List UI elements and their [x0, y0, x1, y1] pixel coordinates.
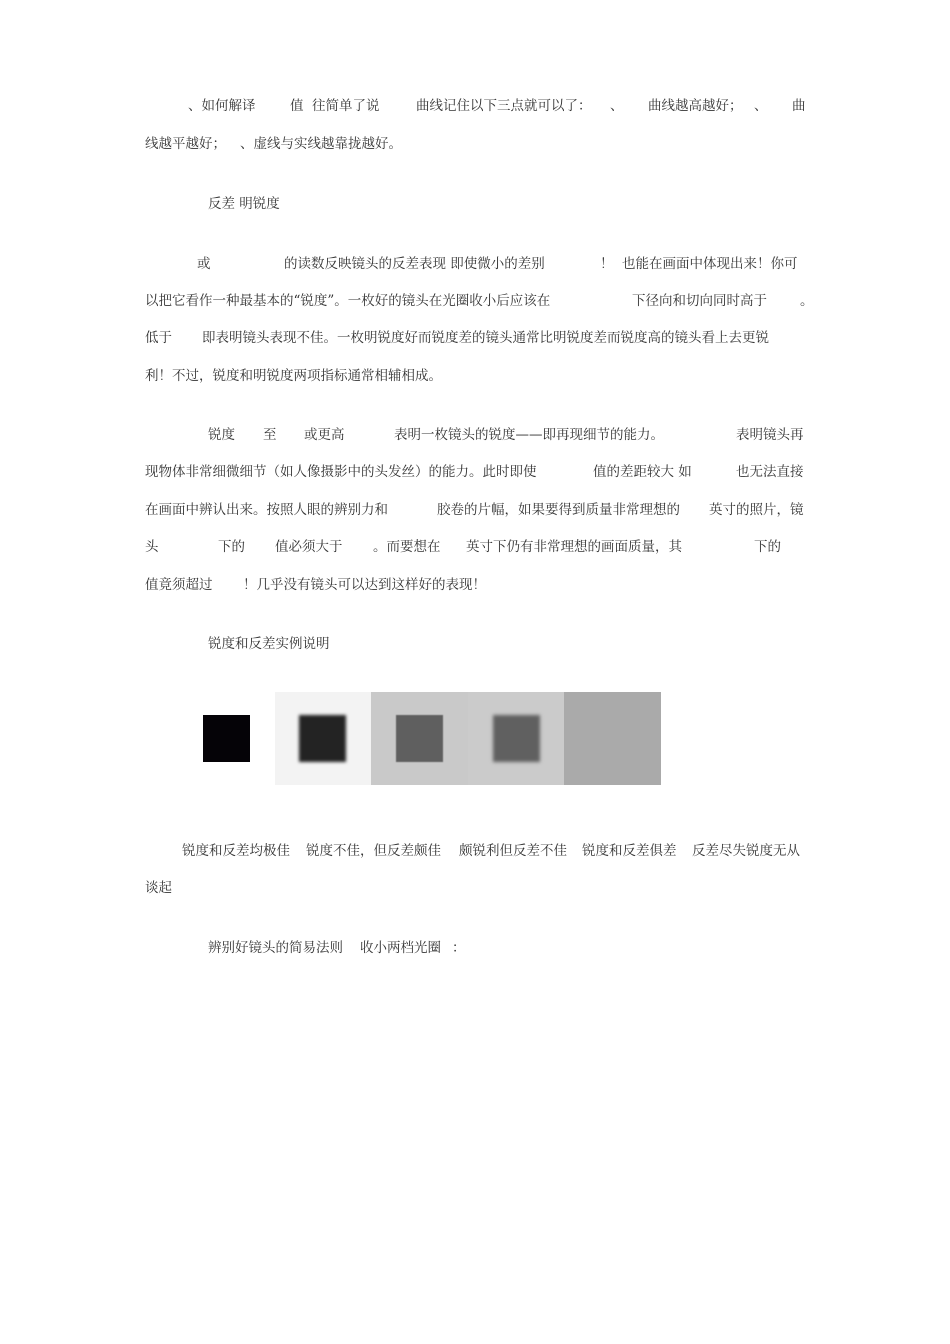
caption-segment: 锐度不佳，但反差颇佳 — [306, 843, 441, 859]
para1-line1 — [0, 96, 950, 116]
text-segment: 曲线越高越好； — [648, 98, 743, 114]
text-segment: ！几乎没有镜头可以达到这样好的表现！ — [243, 577, 486, 593]
text-segment: 以把它看作一种最基本的“锐度”。一枚好的镜头在光圈收小后应该在 — [145, 293, 551, 309]
text-segment: 即表明镜头表现不佳。一枚明锐度好而锐度差的镜头通常比明锐度差而锐度高的镜头看上去更锐 — [202, 330, 769, 346]
section-heading-examples — [0, 634, 950, 654]
text-segment: 或更高 — [304, 427, 345, 443]
text-segment: 英寸下仍有非常理想的画面质量，其 — [466, 539, 682, 555]
text-segment: 的读数反映镜头的反差表现 即使微小的差别 — [284, 256, 545, 272]
text-segment: 也无法直接 — [736, 464, 804, 480]
text-segment: 、 — [754, 98, 768, 114]
text-segment: 现物体非常细微细节（如人像摄影中的头发丝）的能力。此时即使 — [145, 464, 537, 480]
text-segment: 表明一枚镜头的锐度——即再现细节的能力。 — [394, 427, 664, 443]
text-segment: 。 — [800, 293, 814, 309]
para2-line1 — [0, 254, 950, 274]
text-segment: 下径向和切向同时高于 — [632, 293, 767, 309]
section-heading-simple-rule — [0, 938, 950, 958]
text-segment: 值竟须超过 — [145, 577, 213, 593]
text-segment: 胶卷的片幅，如果要得到质量非常理想的 — [437, 502, 680, 518]
figure-square-2 — [299, 715, 346, 762]
text-segment: 也能在画面中体现出来！你可 — [622, 256, 798, 272]
text-segment: 低于 — [145, 330, 172, 346]
para2-line3 — [0, 328, 950, 348]
text-segment: 线越平越好； — [145, 136, 226, 152]
para3-line3 — [0, 500, 950, 520]
figure-caption-line1 — [0, 841, 950, 861]
text-segment: 。而要想在 — [373, 539, 441, 555]
para1-line2 — [0, 134, 950, 154]
caption-segment: 锐度和反差俱差 — [582, 843, 677, 859]
caption-segment: 谈起 — [145, 880, 172, 896]
sharpness-contrast-figure — [178, 692, 661, 785]
figure-caption-line2 — [0, 878, 950, 898]
caption-segment: 反差尽失锐度无从 — [692, 843, 800, 859]
text-segment: 值的差距较大 如 — [593, 464, 692, 480]
text-segment: 曲线记住以下三点就可以了： — [416, 98, 592, 114]
figure-square-1 — [203, 715, 250, 762]
para2-line2 — [0, 291, 950, 311]
figure-panel-1 — [178, 692, 275, 785]
text-segment: 利！不过，锐度和明锐度两项指标通常相辅相成。 — [145, 368, 442, 384]
text-segment: 表明镜头再 — [736, 427, 804, 443]
figure-square-3 — [396, 715, 443, 762]
text-segment: 、虚线与实线越靠拢越好。 — [240, 136, 402, 152]
text-segment: 下的 — [218, 539, 245, 555]
para3-line5 — [0, 575, 950, 595]
figure-panel-4 — [468, 692, 565, 785]
text-segment: 往简单了说 — [312, 98, 380, 114]
text-segment: 曲 — [792, 98, 806, 114]
text-segment: 、 — [610, 98, 624, 114]
text-segment: 头 — [145, 539, 159, 555]
caption-segment: 颇锐利但反差不佳 — [459, 843, 567, 859]
figure-panel-3 — [371, 692, 468, 785]
para3-line4 — [0, 537, 950, 557]
text-segment: 值 — [290, 98, 304, 114]
text-segment: 锐度 — [208, 427, 235, 443]
figure-panel-5 — [564, 692, 661, 785]
text-segment: 英寸的照片，镜 — [709, 502, 804, 518]
section-heading-contrast — [0, 194, 950, 214]
text-segment: 下的 — [754, 539, 781, 555]
text-segment: 或 — [197, 256, 211, 272]
heading-text: 收小两档光圈 — [360, 940, 441, 956]
heading-text: 辨别好镜头的简易法则 — [208, 940, 343, 956]
figure-square-4 — [493, 715, 540, 762]
text-segment: 值必须大于 — [275, 539, 343, 555]
text-segment: 、如何解译 — [188, 98, 256, 114]
para3-line1 — [0, 425, 950, 445]
text-segment: 在画面中辨认出来。按照人眼的辨别力和 — [145, 502, 388, 518]
heading-text: ： — [452, 940, 466, 956]
figure-panel-2 — [275, 692, 372, 785]
para3-line2 — [0, 462, 950, 482]
text-segment: 至 — [263, 427, 277, 443]
heading-text: 锐度和反差实例说明 — [208, 636, 330, 652]
text-segment: ！ — [600, 256, 614, 272]
para2-line4 — [0, 366, 950, 386]
caption-segment: 锐度和反差均极佳 — [182, 843, 290, 859]
heading-text: 反差 明锐度 — [208, 196, 280, 212]
